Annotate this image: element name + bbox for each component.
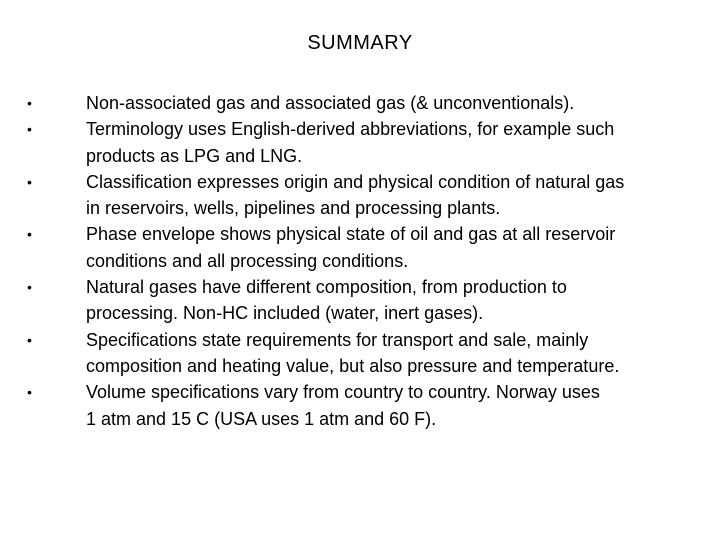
list-item-text [86, 116, 686, 169]
list-item [0, 221, 720, 274]
text-line: Specifications state requirements for transport and sale, mainly [86, 329, 589, 350]
text-line: Classification expresses origin and physical condition of natural gas [86, 171, 625, 192]
list-item-text [86, 169, 686, 222]
bullet-icon: • [27, 226, 32, 243]
text-line: products as LPG and LNG. [86, 145, 303, 166]
bullet-icon: • [27, 279, 32, 296]
bullet-icon: • [27, 121, 32, 138]
list-item-text [86, 327, 686, 380]
slide-title: SUMMARY [307, 32, 413, 54]
text-line: conditions and all processing conditions. [86, 250, 409, 271]
text-line: Natural gases have different composition, from production to [86, 277, 567, 298]
text-line: Phase envelope shows physical state of oil and gas at all reservoir [86, 224, 616, 245]
list-item-text [86, 90, 686, 116]
bullet-icon: • [27, 173, 32, 190]
bullet-icon: • [27, 384, 32, 401]
text-line: Terminology uses English-derived abbreviations, for example such [86, 119, 615, 140]
text-line: composition and heating value, but also pressure and temperature. [86, 355, 620, 376]
list-item [0, 90, 720, 116]
text-line: processing. Non-HC included (water, inert gases). [86, 303, 484, 324]
text-line: 1 atm and 15 C (USA uses 1 atm and 60 F). [86, 408, 437, 429]
text-line: Non-associated gas and associated gas (& unconventionals). [86, 93, 575, 113]
list-item [0, 169, 720, 222]
text-line: in reservoirs, wells, pipelines and processing plants. [86, 198, 501, 219]
list-item-text [86, 221, 686, 274]
list-item [0, 379, 720, 432]
list-item-text [86, 274, 686, 327]
text-line: Volume specifications vary from country to country. Norway uses [86, 382, 600, 403]
list-item-text [86, 379, 686, 432]
bullet-icon: • [27, 331, 32, 348]
list-item [0, 274, 720, 327]
summary-list [0, 90, 720, 432]
list-item [0, 327, 720, 380]
list-item [0, 116, 720, 169]
bullet-icon: • [27, 95, 32, 111]
